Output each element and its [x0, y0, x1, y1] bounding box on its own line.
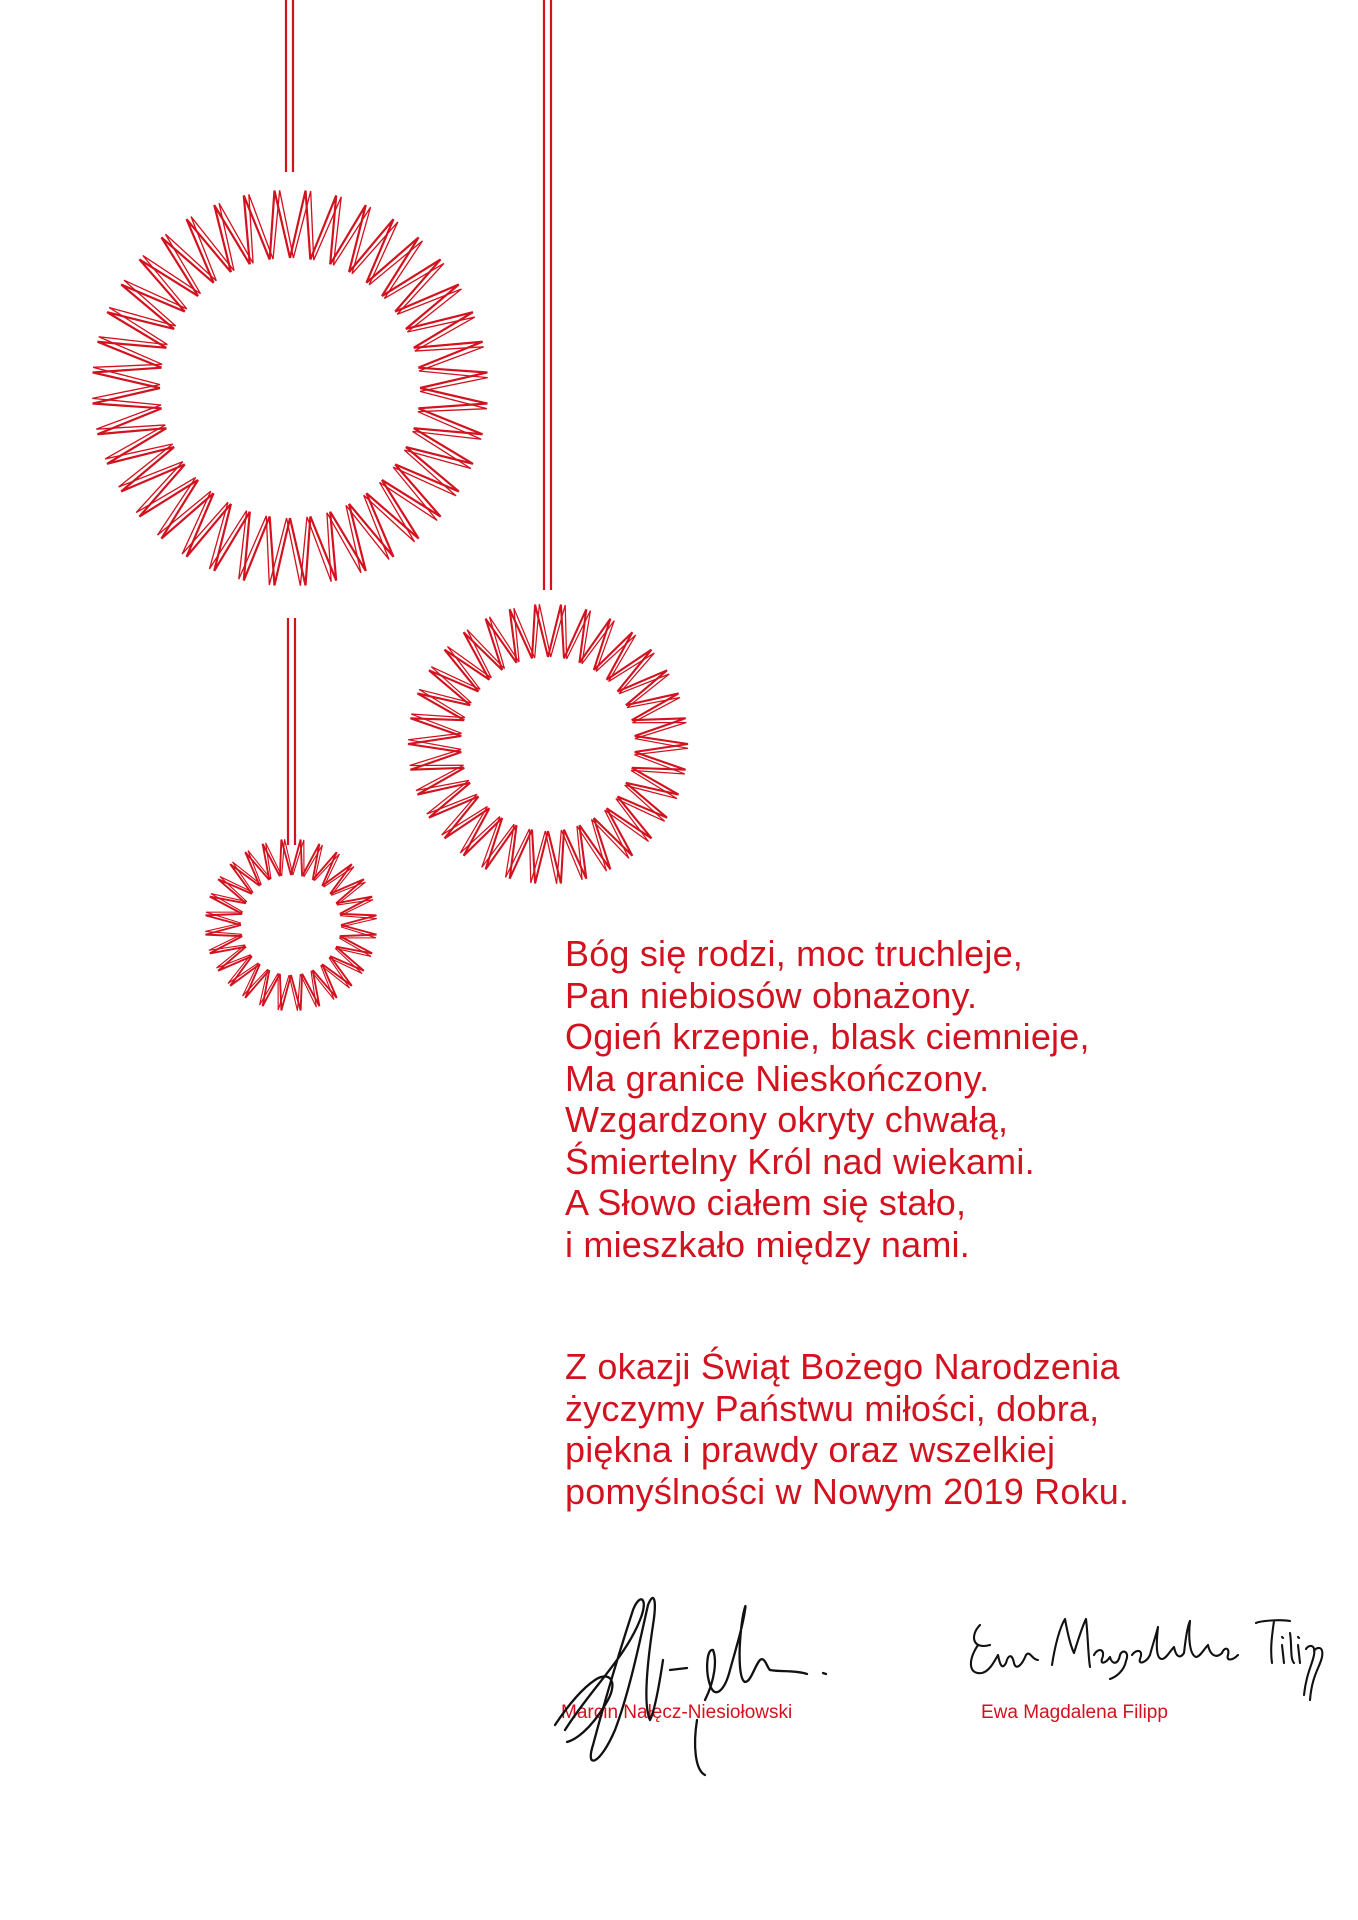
poem-line: Ogień krzepnie, blask ciemnieje,: [565, 1016, 1090, 1057]
handwritten-signature: [960, 1605, 1340, 1715]
greeting-line: życzymy Państwu miłości, dobra,: [565, 1387, 1100, 1429]
poem-line: Ma granice Nieskończony.: [565, 1057, 990, 1099]
ornament-small: [202, 836, 379, 1013]
poem-text: [565, 933, 1305, 1265]
poem-line: i mieszkało między nami.: [565, 1223, 970, 1265]
poem-line: Śmiertelny Król nad wiekami.: [565, 1140, 1035, 1182]
greeting-line: piękna i prawdy oraz wszelkiej: [565, 1429, 1056, 1470]
handwritten-signature: [545, 1570, 865, 1780]
signatory-name: Ewa Magdalena Filipp: [981, 1702, 1168, 1723]
ornament-zigzag: [404, 600, 692, 887]
ornament-medium: [404, 600, 692, 887]
signatory-name: Marcin Nałęcz-Niesiołowski: [561, 1702, 793, 1723]
ornament-zigzag: [202, 836, 379, 1013]
ornament-zigzag: [93, 191, 488, 586]
poem-line: A Słowo ciałem się stało,: [565, 1182, 967, 1223]
poem-line: Bóg się rodzi, moc truchleje,: [565, 933, 1023, 974]
poem-line: Pan niebiosów obnażony.: [565, 974, 978, 1016]
ornament-large: [88, 186, 493, 591]
ornament-zigzag: [88, 186, 493, 591]
greeting-line: pomyślności w Nowym 2019 Roku.: [565, 1470, 1130, 1512]
greeting-line: Z okazji Świąt Bożego Narodzenia: [565, 1346, 1120, 1387]
greeting-text: [565, 1346, 1305, 1512]
poem-line: Wzgardzony okryty chwałą,: [565, 1099, 1009, 1140]
